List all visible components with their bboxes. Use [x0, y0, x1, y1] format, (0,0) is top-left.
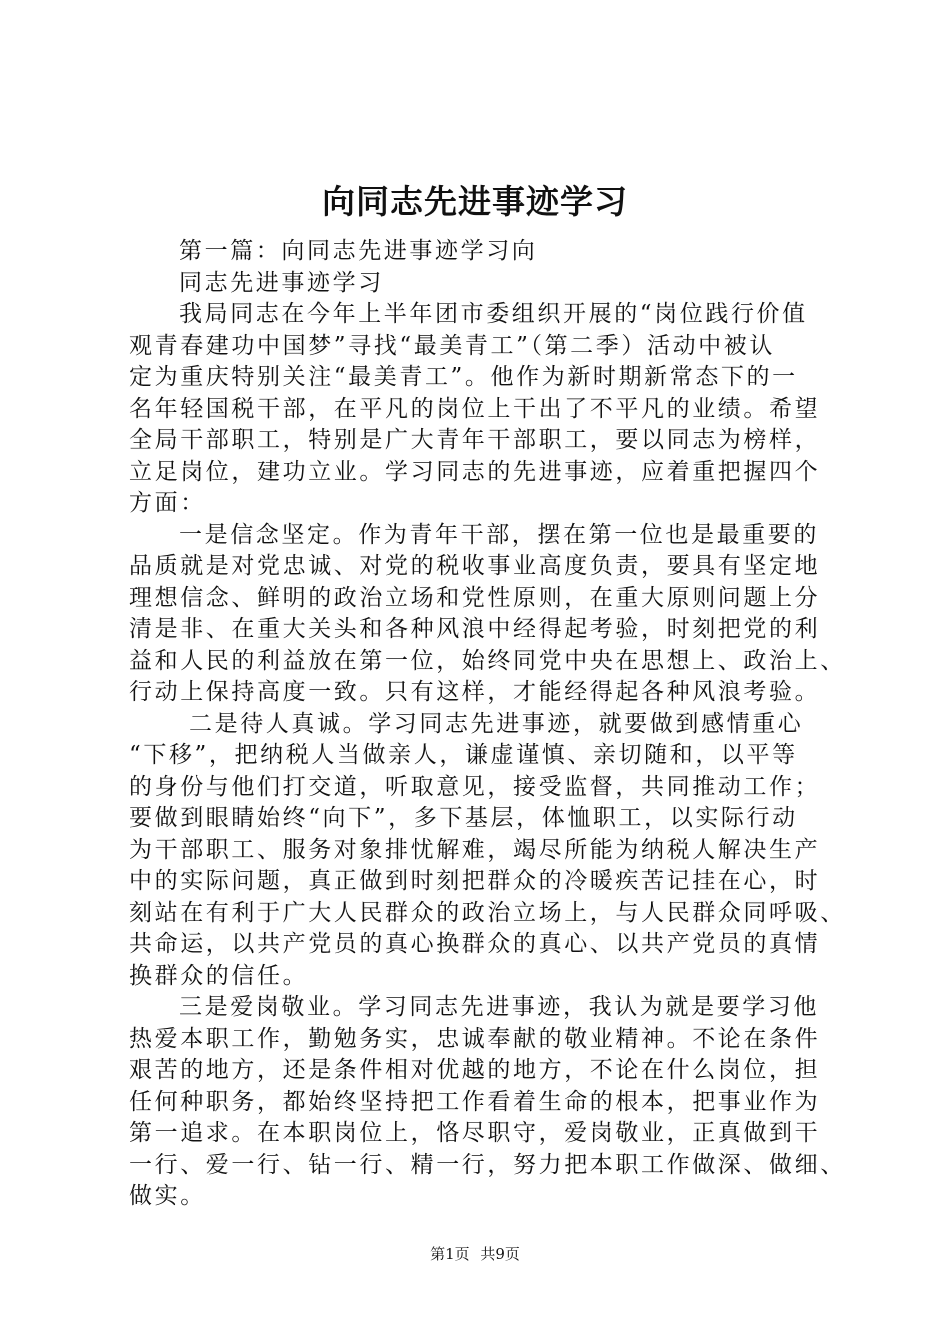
body-line: 任何种职务，都始终坚持把工作看着生命的根本，把事业作为 [129, 1088, 821, 1115]
body-line: 中的实际问题，真正做到时刻把群众的冷暖疾苦记挂在心，时 [129, 868, 821, 894]
body-line: 艰苦的地方，还是条件相对优越的地方，不论在什么岗位，担 [129, 1057, 821, 1083]
body-line: 要做到眼睛始终“向下”，多下基层，体恤职工，以实际行动 [129, 805, 798, 831]
body-line: 一行、爱一行、钻一行、精一行，努力把本职工作做深、做细、 [129, 1151, 846, 1178]
page-footer [0, 1244, 950, 1264]
body-line: 名年轻国税干部，在平凡的岗位上干出了不平凡的业绩。希望 [129, 395, 821, 422]
body-line: 清是非、在重大关头和各种风浪中经得起考验，时刻把党的利 [129, 616, 821, 642]
body-line: 定为重庆特别关注“最美青工”。他作为新时期新常态下的一 [129, 364, 798, 390]
body-line: 第一追求。在本职岗位上，恪尽职守，爱岗敬业，正真做到干 [129, 1120, 821, 1146]
body-line: 观青春建功中国梦”寻找“最美青工”（第二季）活动中被认 [129, 332, 775, 359]
body-line: 品质就是对党忠诚、对党的税收事业高度负责，要具有坚定地 [129, 553, 821, 579]
page-total: 共9页 [480, 1245, 520, 1263]
page-number: 第1页 [430, 1245, 470, 1263]
document-title: 向同志先进事迹学习 [322, 182, 628, 221]
body-line: 同志先进事迹学习 [179, 269, 384, 296]
body-line: 为干部职工、服务对象排忧解难，竭尽所能为纳税人解决生产 [129, 836, 821, 863]
body-line: 我局同志在今年上半年团市委组织开展的“岗位践行价值 [179, 301, 808, 327]
body-line: “下移”，把纳税人当做亲人，谦虚谨慎、亲切随和，以平等 [129, 742, 798, 768]
body-line: 一是信念坚定。作为青年干部，摆在第一位也是最重要的 [179, 521, 819, 548]
body-line: 立足岗位，建功立业。学习同志的先进事迹，应着重把握四个 [129, 458, 821, 485]
body-line: 全局干部职工，特别是广大青年干部职工，要以同志为榜样， [129, 427, 821, 453]
body-line: 行动上保持高度一致。只有这样，才能经得起各种风浪考验。 [129, 679, 821, 705]
body-line: 方面： [129, 490, 206, 516]
document-body [129, 236, 849, 1213]
body-line: 刻站在有利于广大人民群众的政治立场上，与人民群众同呼吸、 [129, 899, 846, 926]
body-line: 益和人民的利益放在第一位，始终同党中央在思想上、政治上、 [129, 647, 846, 674]
body-line: 共命运，以共产党员的真心换群众的真心、以共产党员的真情 [129, 931, 821, 957]
body-line: 热爱本职工作，勤勉务实，忠诚奉献的敬业精神。不论在条件 [129, 1025, 821, 1052]
body-line: 的身份与他们打交道，听取意见，接受监督，共同推动工作； [129, 773, 821, 800]
body-line: 第一篇：向同志先进事迹学习向 [179, 238, 538, 264]
body-line: 换群众的信任。 [129, 962, 309, 989]
body-line: 二是待人真诚。学习同志先进事迹，就要做到感情重心 [189, 710, 804, 737]
body-line: 做实。 [129, 1183, 206, 1209]
body-line: 三是爱岗敬业。学习同志先进事迹，我认为就是要学习他 [179, 994, 819, 1020]
body-line: 理想信念、鲜明的政治立场和党性原则，在重大原则问题上分 [129, 584, 821, 611]
